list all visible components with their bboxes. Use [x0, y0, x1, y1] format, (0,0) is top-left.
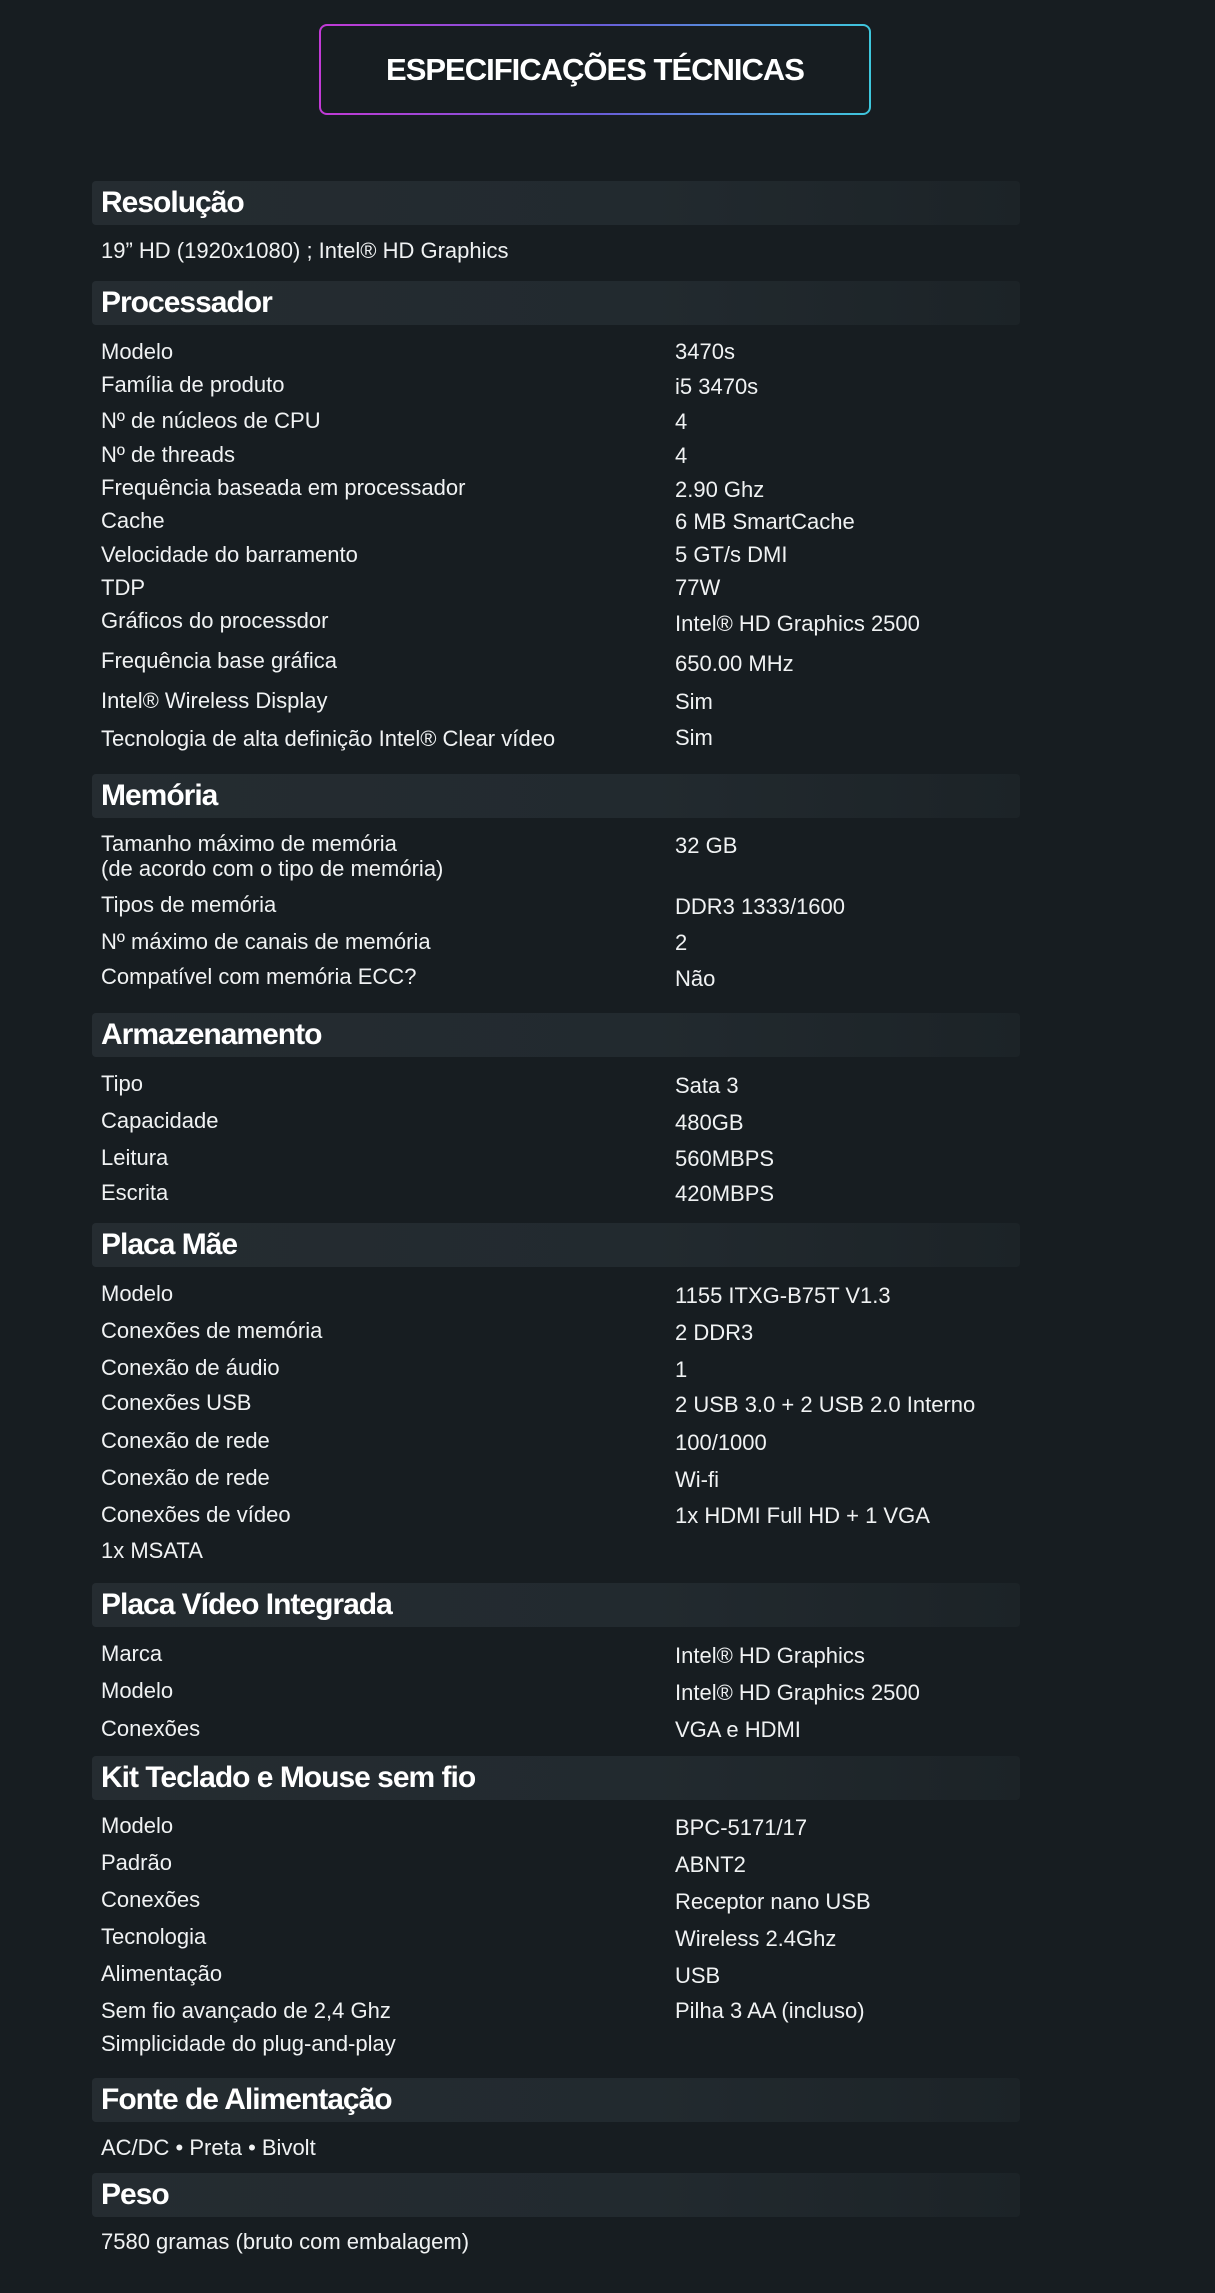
- spec-value: 32 GB: [675, 833, 738, 858]
- weight-text: 7580 gramas (bruto com embalagem): [101, 2229, 470, 2254]
- spec-label: Nº de threads: [101, 442, 235, 467]
- spec-label: Conexões USB: [101, 1390, 252, 1415]
- spec-value: Intel® HD Graphics: [675, 1643, 865, 1668]
- spec-value: 77W: [675, 575, 721, 600]
- spec-label: TDP: [101, 575, 145, 600]
- spec-label: Cache: [101, 508, 165, 533]
- section-title-kit: Kit Teclado e Mouse sem fio: [101, 1761, 476, 1794]
- spec-value: Wireless 2.4Ghz: [675, 1926, 837, 1951]
- spec-value: 420MBPS: [675, 1181, 775, 1206]
- spec-value: 480GB: [675, 1110, 744, 1135]
- spec-extra: Simplicidade do plug-and-play: [101, 2031, 396, 2056]
- section-title-fonte: Fonte de Alimentação: [101, 2083, 392, 2116]
- spec-label: Família de produto: [101, 372, 285, 397]
- spec-value: Sim: [675, 725, 713, 750]
- spec-value: 6 MB SmartCache: [675, 509, 855, 534]
- spec-value: 1155 ITXG-B75T V1.3: [675, 1283, 891, 1308]
- spec-label: Velocidade do barramento: [101, 542, 358, 567]
- spec-label: Conexão de rede: [101, 1465, 270, 1490]
- spec-value: 4: [675, 409, 688, 434]
- section-title-placa-video: Placa Vídeo Integrada: [101, 1588, 392, 1621]
- spec-value: ABNT2: [675, 1852, 746, 1877]
- spec-value: 2 DDR3: [675, 1320, 754, 1345]
- spec-label: Leitura: [101, 1145, 169, 1170]
- spec-value: 1x HDMI Full HD + 1 VGA: [675, 1503, 930, 1528]
- spec-label: Frequência base gráfica: [101, 648, 338, 673]
- spec-label: Nº de núcleos de CPU: [101, 408, 321, 433]
- spec-value: Sata 3: [675, 1073, 739, 1098]
- spec-label: Conexões: [101, 1716, 201, 1741]
- spec-value: BPC-5171/17: [675, 1815, 808, 1840]
- power-supply-text: AC/DC • Preta • Bivolt: [101, 2135, 316, 2160]
- spec-value: Pilha 3 AA (incluso): [675, 1998, 865, 2023]
- spec-value: Sim: [675, 689, 713, 714]
- spec-value: USB: [675, 1963, 721, 1988]
- spec-value: DDR3 1333/1600: [675, 894, 846, 919]
- spec-label: Padrão: [101, 1850, 172, 1875]
- spec-label: Gráficos do processdor: [101, 608, 329, 633]
- section-title-resolucao: Resolução: [101, 186, 244, 219]
- spec-label: Marca: [101, 1641, 163, 1666]
- section-title-processador: Processador: [101, 286, 272, 319]
- section-header-memoria: [92, 774, 1020, 818]
- spec-label: Frequência baseada em processador: [101, 475, 466, 500]
- spec-label: Nº máximo de canais de memória: [101, 929, 431, 954]
- spec-label: Conexões de memória: [101, 1318, 323, 1343]
- spec-value: 4: [675, 443, 688, 468]
- spec-value: Wi-fi: [675, 1467, 719, 1492]
- spec-label: Tecnologia de alta definição Intel® Clear vídeo: [101, 726, 556, 751]
- spec-value: 650.00 MHz: [675, 651, 794, 676]
- spec-value: Não: [675, 966, 716, 991]
- spec-label: Tipo: [101, 1071, 143, 1096]
- spec-label: Intel® Wireless Display: [101, 688, 328, 713]
- spec-value: Receptor nano USB: [675, 1889, 871, 1914]
- spec-label: Conexão de áudio: [101, 1355, 280, 1380]
- spec-label-note: (de acordo com o tipo de memória): [101, 856, 444, 881]
- spec-label: Conexões de vídeo: [101, 1502, 291, 1527]
- resolution-text: 19” HD (1920x1080) ; Intel® HD Graphics: [101, 238, 509, 263]
- spec-value: 1: [675, 1357, 688, 1382]
- spec-label: Escrita: [101, 1180, 169, 1205]
- spec-value: 5 GT/s DMI: [675, 542, 788, 567]
- page-title: ESPECIFICAÇÕES TÉCNICAS: [386, 51, 804, 87]
- spec-label: Alimentação: [101, 1961, 223, 1986]
- spec-label: Sem fio avançado de 2,4 Ghz: [101, 1998, 391, 2023]
- title-banner: [319, 24, 871, 115]
- spec-value: Intel® HD Graphics 2500: [675, 611, 920, 636]
- section-header-peso: [92, 2173, 1020, 2217]
- spec-value: i5 3470s: [675, 374, 759, 399]
- spec-value: 2.90 Ghz: [675, 477, 765, 502]
- spec-label: Tecnologia: [101, 1924, 207, 1949]
- section-title-placa-mae: Placa Mãe: [101, 1228, 238, 1261]
- spec-value: 100/1000: [675, 1430, 767, 1455]
- spec-label: Modelo: [101, 1281, 174, 1306]
- spec-label: Modelo: [101, 1678, 174, 1703]
- section-title-armazenamento: Armazenamento: [101, 1018, 322, 1051]
- section-title-peso: Peso: [101, 2178, 169, 2211]
- spec-label: Compatível com memória ECC?: [101, 964, 417, 989]
- spec-value: Intel® HD Graphics 2500: [675, 1680, 920, 1705]
- spec-value: 2 USB 3.0 + 2 USB 2.0 Interno: [675, 1392, 976, 1417]
- spec-extra: 1x MSATA: [101, 1538, 203, 1563]
- spec-label: Conexão de rede: [101, 1428, 270, 1453]
- spec-label: Tamanho máximo de memória: [101, 831, 397, 856]
- spec-label: Tipos de memória: [101, 892, 277, 917]
- spec-label: Capacidade: [101, 1108, 219, 1133]
- spec-label: Conexões: [101, 1887, 201, 1912]
- spec-value: 3470s: [675, 339, 735, 364]
- section-title-memoria: Memória: [101, 779, 218, 812]
- spec-value: 2: [675, 930, 688, 955]
- spec-label: Modelo: [101, 339, 174, 364]
- spec-label: Modelo: [101, 1813, 174, 1838]
- spec-value: 560MBPS: [675, 1146, 775, 1171]
- spec-value: VGA e HDMI: [675, 1717, 801, 1742]
